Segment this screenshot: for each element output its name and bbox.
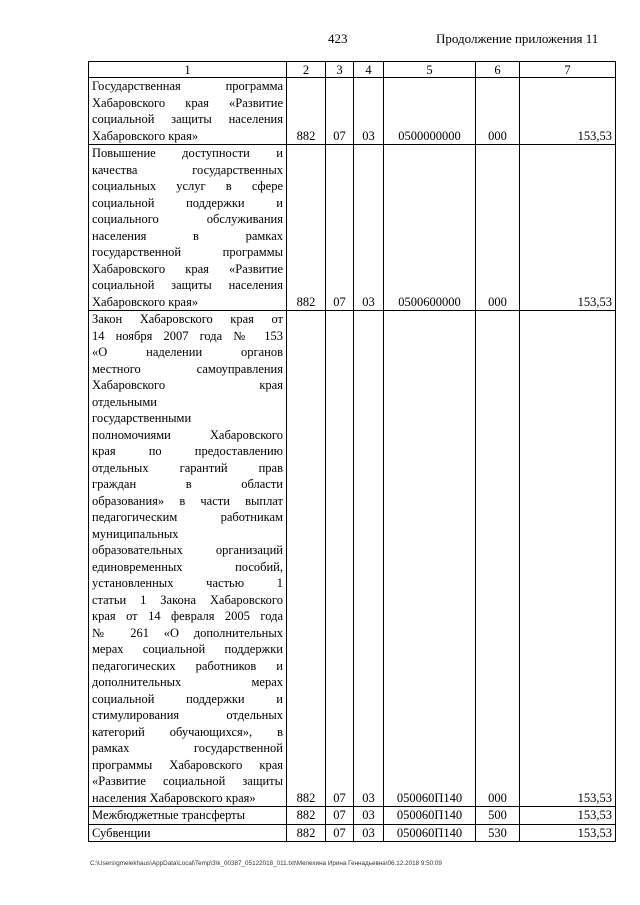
department-code-cell: 882 — [287, 807, 326, 825]
column-header: 1 — [89, 62, 287, 78]
row-name-line: края от 14 февраля 2005 года — [92, 609, 283, 623]
column-header: 2 — [287, 62, 326, 78]
row-name-line: Хабаровского края — [92, 378, 283, 392]
table-row — [89, 145, 616, 311]
row-name-line: стимулирования отдельных — [92, 708, 283, 722]
row-name-line: образования» в части выплат — [92, 493, 283, 508]
row-name-line: статьи 1 Закона Хабаровского — [92, 592, 283, 607]
row-name-line: Хабаровского края» — [92, 128, 199, 143]
row-name-line: Государственная программа — [92, 79, 283, 93]
amount-cell: 153,53 — [520, 807, 616, 825]
row-name-line: «Развитие социальной защиты — [92, 774, 283, 788]
row-name-line: единовременных пособий, — [92, 559, 283, 574]
target-article-cell: 050060П140 — [384, 311, 476, 807]
row-name-line: отдельных гарантий прав — [92, 460, 283, 475]
section-code-cell: 07 — [326, 311, 354, 807]
row-name-line: местного самоуправления — [92, 361, 283, 376]
row-name-line: социального обслуживания — [92, 212, 283, 226]
table-body — [89, 78, 616, 842]
table-row — [89, 824, 616, 842]
row-name-line: Межбюджетные трансферты — [92, 808, 246, 822]
expense-type-cell: 000 — [476, 145, 520, 311]
row-name-line: Хабаровского края «Развитие — [92, 261, 283, 276]
row-name-line: рамках государственной — [92, 741, 283, 755]
row-name-line: социальной поддержки и — [92, 195, 283, 210]
expense-type-cell: 000 — [476, 311, 520, 807]
department-code-cell: 882 — [287, 78, 326, 145]
section-code-cell: 07 — [326, 78, 354, 145]
row-name-line: программы Хабаровского края — [92, 757, 283, 772]
target-article-cell: 0500600000 — [384, 145, 476, 311]
row-name-line: населения Хабаровского края» — [92, 790, 256, 805]
row-name-line: населения в рамках — [92, 228, 283, 243]
row-name-line: Субвенции — [92, 825, 151, 840]
row-name-line: социальной защиты населения — [92, 112, 283, 126]
row-name-cell — [89, 78, 287, 145]
row-name-line: Повышение доступности и — [92, 146, 283, 160]
row-name-line: «О наделении органов — [92, 345, 283, 359]
amount-cell: 153,53 — [520, 78, 616, 145]
column-header: 4 — [354, 62, 384, 78]
section-code-cell: 07 — [326, 824, 354, 842]
page-number: 423 — [328, 31, 348, 46]
row-name-line: социальной поддержки и — [92, 691, 283, 706]
expense-type-cell: 530 — [476, 824, 520, 842]
appendix-continuation-title: Продолжение приложения 11 — [436, 31, 599, 46]
row-name-cell — [89, 807, 287, 825]
amount-cell: 153,53 — [520, 145, 616, 311]
column-header: 3 — [326, 62, 354, 78]
target-article-cell: 050060П140 — [384, 824, 476, 842]
row-name-line: социальной защиты населения — [92, 278, 283, 292]
footer-file-path: C:\Users\gmelekhaus\AppData\Local\Temp\3\k_00387_05122018_011.txt\Мелехина Ирина Геннадьевна\06.12.2018 9:50:09 — [90, 860, 442, 867]
row-name-line: Закон Хабаровского края от — [92, 312, 283, 326]
amount-cell: 153,53 — [520, 824, 616, 842]
column-header: 7 — [520, 62, 616, 78]
section-code-cell: 07 — [326, 807, 354, 825]
department-code-cell: 882 — [287, 145, 326, 311]
row-name-line: образовательных организаций — [92, 543, 283, 557]
table-row — [89, 807, 616, 825]
row-name-line: 14 ноября 2007 года № 153 — [92, 328, 283, 343]
subsection-code-cell: 03 — [354, 824, 384, 842]
row-name-line: Хабаровского края» — [92, 294, 199, 309]
expense-type-cell: 000 — [476, 78, 520, 145]
row-name-line: государственной программы — [92, 245, 283, 259]
row-name-cell — [89, 311, 287, 807]
row-name-line: № 261 «О дополнительных — [92, 625, 283, 640]
subsection-code-cell: 03 — [354, 311, 384, 807]
row-name-line: мерах социальной поддержки — [92, 642, 283, 656]
row-name-line: социальных услуг в сфере — [92, 179, 283, 193]
subsection-code-cell: 03 — [354, 145, 384, 311]
row-name-line: педагогическим работникам — [92, 510, 283, 524]
row-name-cell — [89, 824, 287, 842]
row-name-line: края по предоставлению — [92, 444, 283, 458]
row-name-line: дополнительных мерах — [92, 675, 283, 689]
row-name-cell — [89, 145, 287, 311]
table-row — [89, 311, 616, 807]
row-name-line: педагогических работников и — [92, 658, 283, 673]
table-row — [89, 78, 616, 145]
row-name-line: отдельными — [92, 394, 157, 409]
row-name-line: полномочиями Хабаровского — [92, 427, 283, 442]
column-number-row — [89, 62, 616, 78]
department-code-cell: 882 — [287, 824, 326, 842]
department-code-cell: 882 — [287, 311, 326, 807]
row-name-line: граждан в области — [92, 477, 283, 491]
expense-type-cell: 500 — [476, 807, 520, 825]
budget-table — [88, 61, 616, 842]
row-name-line: категорий обучающихся», в — [92, 724, 283, 739]
column-header: 6 — [476, 62, 520, 78]
target-article-cell: 050060П140 — [384, 807, 476, 825]
section-code-cell: 07 — [326, 145, 354, 311]
row-name-line: государственными — [92, 411, 192, 425]
row-name-line: Хабаровского края «Развитие — [92, 95, 283, 110]
row-name-line: качества государственных — [92, 162, 283, 177]
column-header: 5 — [384, 62, 476, 78]
target-article-cell: 0500000000 — [384, 78, 476, 145]
subsection-code-cell: 03 — [354, 78, 384, 145]
amount-cell: 153,53 — [520, 311, 616, 807]
row-name-line: установленных частью 1 — [92, 576, 283, 590]
subsection-code-cell: 03 — [354, 807, 384, 825]
row-name-line: муниципальных — [92, 526, 179, 541]
